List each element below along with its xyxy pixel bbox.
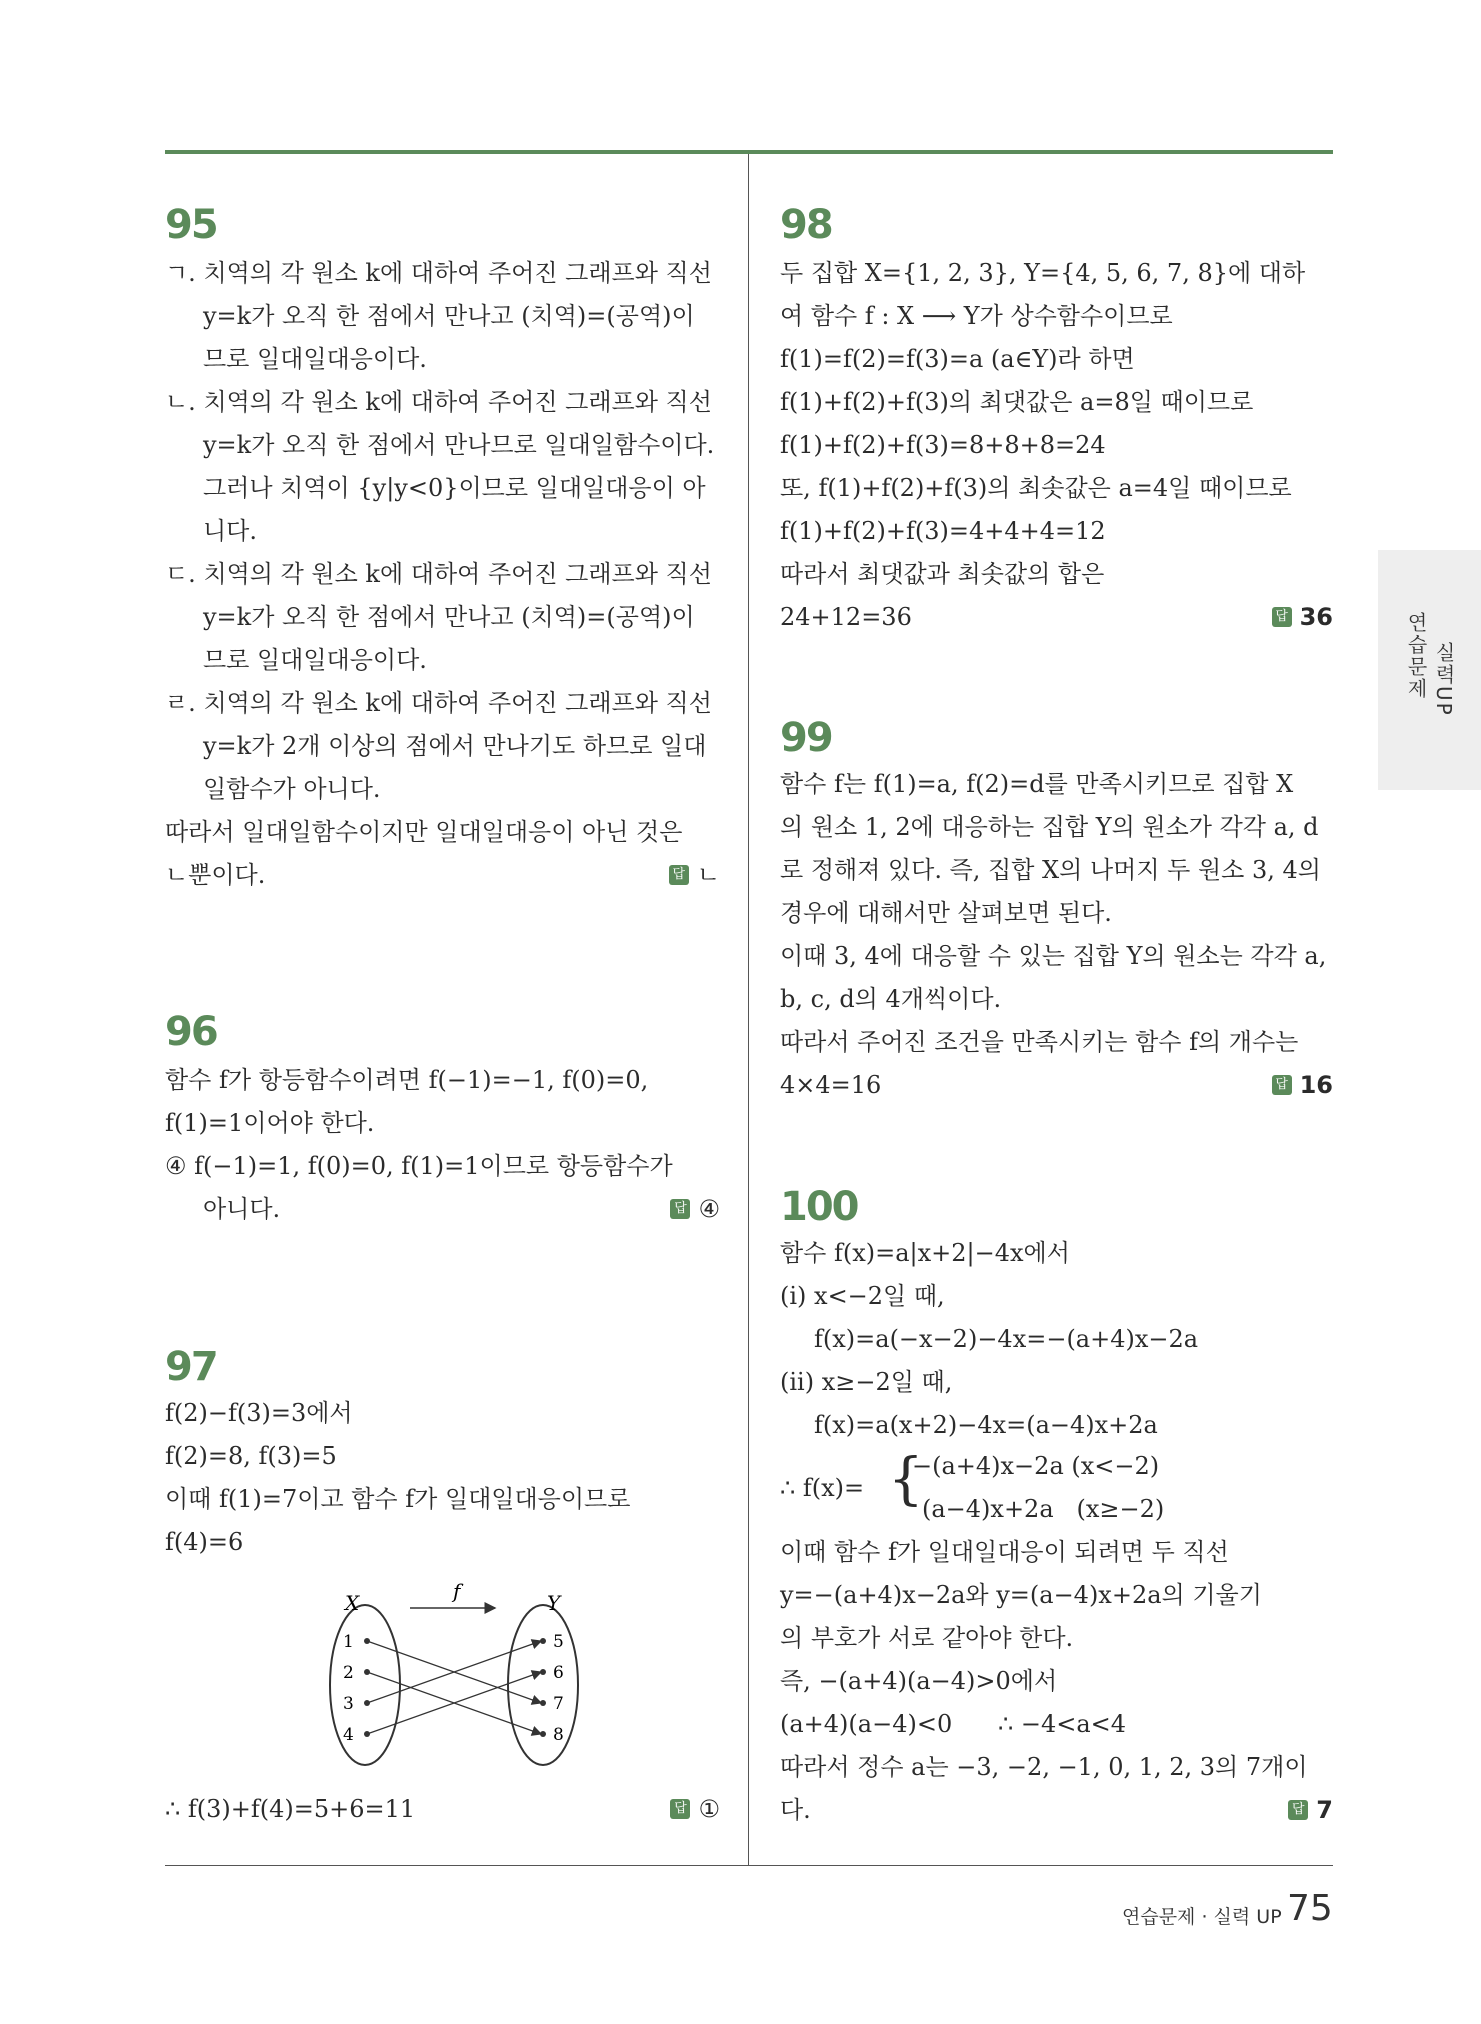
x-elem: 4 xyxy=(343,1725,354,1745)
set-x-ellipse xyxy=(330,1605,400,1765)
answer-mark-icon: 답 xyxy=(1272,1075,1292,1095)
piecewise-brace: { xyxy=(888,1447,924,1512)
p95-line: 니다. xyxy=(203,517,257,545)
p98-line: 24+12=36 xyxy=(780,603,912,631)
p98-line: 따라서 최댓값과 최솟값의 합은 xyxy=(780,560,1105,588)
x-elem: 3 xyxy=(343,1694,354,1714)
p98-line: f(1)=f(2)=f(3)=a (a∈Y)라 하면 xyxy=(780,345,1135,373)
footer-section-label: 연습문제 · 실력 UP xyxy=(1122,1906,1282,1928)
problem-97-number: 97 xyxy=(165,1344,217,1390)
problem-100-number: 100 xyxy=(780,1184,858,1230)
p95-line: y=k가 오직 한 점에서 만나므로 일대일함수이다. xyxy=(203,431,715,459)
p100-answer: 답 7 xyxy=(1288,1794,1333,1826)
p100-line: 함수 f(x)=a|x+2|−4x에서 xyxy=(780,1239,1070,1267)
p95-line: y=k가 오직 한 점에서 만나고 (치역)=(공역)이 xyxy=(203,302,695,330)
p100-line: (ii) x≥−2일 때, xyxy=(780,1368,953,1396)
p96-line: f(1)=1이어야 한다. xyxy=(165,1109,375,1137)
p98-line: f(1)+f(2)+f(3)의 최댓값은 a=8일 때이므로 xyxy=(780,388,1254,416)
answer-mark-icon: 답 xyxy=(1272,607,1292,627)
p100-line: 따라서 정수 a는 −3, −2, −1, 0, 1, 2, 3의 7개이 xyxy=(780,1753,1308,1781)
p98-line: 또, f(1)+f(2)+f(3)의 최솟값은 a=4일 때이므로 xyxy=(780,474,1292,502)
p95-line: 그러나 치역이 {y|y<0}이므로 일대일대응이 아 xyxy=(203,474,706,502)
p95-line: y=k가 오직 한 점에서 만나고 (치역)=(공역)이 xyxy=(203,603,695,631)
p96-line: 함수 f가 항등함수이려면 f(−1)=−1, f(0)=0, xyxy=(165,1066,649,1094)
p98-answer: 답 36 xyxy=(1272,601,1333,633)
p97-final: ∴ f(3)+f(4)=5+6=11 xyxy=(165,1795,416,1823)
p97-answer: 답 ① xyxy=(670,1793,720,1825)
p96-line: ④ f(−1)=1, f(0)=0, f(1)=1이므로 항등함수가 xyxy=(165,1152,673,1180)
set-x-label: X xyxy=(345,1591,360,1615)
p95-line: 므로 일대일대응이다. xyxy=(203,345,427,373)
side-tab-label-a: 실력UP xyxy=(1432,642,1456,717)
p96-answer: 답 ④ xyxy=(670,1193,720,1225)
p97-line: 이때 f(1)=7이고 함수 f가 일대일대응이므로 xyxy=(165,1485,631,1513)
answer-mark-icon: 답 xyxy=(670,1799,690,1819)
problem-99-number: 99 xyxy=(780,715,832,761)
p95-line: 따라서 일대일함수이지만 일대일대응이 아닌 것은 xyxy=(165,818,683,846)
p95-answer: 답 ㄴ xyxy=(669,859,720,891)
p99-line: 함수 f는 f(1)=a, f(2)=d를 만족시키므로 집합 X xyxy=(780,770,1294,798)
x-elem: 1 xyxy=(343,1632,354,1652)
y-elem: 6 xyxy=(553,1663,564,1683)
p95-line: ㄴ뿐이다. xyxy=(165,861,266,889)
p95-line: y=k가 2개 이상의 점에서 만나기도 하므로 일대 xyxy=(203,732,707,760)
side-tab-label-b: 연습문제 xyxy=(1404,612,1428,700)
p95-line: ㄱ. 치역의 각 원소 k에 대하여 주어진 그래프와 직선 xyxy=(165,259,712,287)
piecewise-case: (a−4)x+2a (x≥−2) xyxy=(922,1495,1165,1523)
p99-line: 로 정해져 있다. 즉, 집합 X의 나머지 두 원소 3, 4의 xyxy=(780,856,1321,884)
p98-line: f(1)+f(2)+f(3)=4+4+4=12 xyxy=(780,517,1106,545)
answer-mark-icon: 답 xyxy=(670,1199,690,1219)
p95-line: 일함수가 아니다. xyxy=(203,775,381,803)
piecewise-lhs: ∴ f(x)= xyxy=(780,1474,865,1502)
y-elem: 5 xyxy=(553,1632,564,1652)
p100-line: y=−(a+4)x−2a와 y=(a−4)x+2a의 기울기 xyxy=(780,1581,1262,1609)
p100-line: (i) x<−2일 때, xyxy=(780,1282,945,1310)
p99-line: 의 원소 1, 2에 대응하는 집합 Y의 원소가 각각 a, d xyxy=(780,813,1319,841)
section-side-tab xyxy=(1378,550,1481,790)
set-y-ellipse xyxy=(508,1605,578,1765)
answer-mark-icon: 답 xyxy=(1288,1800,1308,1820)
y-elem: 8 xyxy=(553,1725,564,1745)
bottom-rule xyxy=(165,1865,1333,1866)
p95-line: 므로 일대일대응이다. xyxy=(203,646,427,674)
p97-line: f(4)=6 xyxy=(165,1528,244,1556)
p99-line: 4×4=16 xyxy=(780,1071,882,1099)
p100-line: 이때 함수 f가 일대일대응이 되려면 두 직선 xyxy=(780,1538,1229,1566)
problem-95-number: 95 xyxy=(165,202,217,248)
p95-line: ㄹ. 치역의 각 원소 k에 대하여 주어진 그래프와 직선 xyxy=(165,689,712,717)
p99-line: b, c, d의 4개씩이다. xyxy=(780,985,1002,1013)
p96-line: 아니다. xyxy=(203,1195,281,1223)
p98-line: 두 집합 X={1, 2, 3}, Y={4, 5, 6, 7, 8}에 대하 xyxy=(780,259,1306,287)
p99-line: 경우에 대해서만 살펴보면 된다. xyxy=(780,899,1112,927)
p100-line: (a+4)(a−4)<0 ∴ −4<a<4 xyxy=(780,1710,1127,1738)
p99-answer: 답 16 xyxy=(1272,1069,1333,1101)
set-y-label: Y xyxy=(547,1591,561,1615)
column-divider xyxy=(748,154,749,1865)
y-elem: 7 xyxy=(553,1694,564,1714)
p97-line: f(2)−f(3)=3에서 xyxy=(165,1399,353,1427)
left-column xyxy=(165,0,720,1865)
p98-line: 여 함수 f : X ⟶ Y가 상수함수이므로 xyxy=(780,302,1173,330)
x-elem: 2 xyxy=(343,1663,354,1683)
page-number: 75 xyxy=(1287,1888,1333,1929)
answer-mark-icon: 답 xyxy=(669,865,689,885)
p99-line: 따라서 주어진 조건을 만족시키는 함수 f의 개수는 xyxy=(780,1028,1299,1056)
p100-line: 다. xyxy=(780,1796,811,1824)
p99-line: 이때 3, 4에 대응할 수 있는 집합 Y의 원소는 각각 a, xyxy=(780,942,1327,970)
p100-line: 의 부호가 서로 같아야 한다. xyxy=(780,1624,1074,1652)
piecewise-case: −(a+4)x−2a (x<−2) xyxy=(912,1452,1160,1480)
problem-96-number: 96 xyxy=(165,1009,217,1055)
right-column xyxy=(780,0,1333,1865)
p100-line: 즉, −(a+4)(a−4)>0에서 xyxy=(780,1667,1058,1695)
p97-line: f(2)=8, f(3)=5 xyxy=(165,1442,337,1470)
p98-line: f(1)+f(2)+f(3)=8+8+8=24 xyxy=(780,431,1106,459)
p95-line: ㄷ. 치역의 각 원소 k에 대하여 주어진 그래프와 직선 xyxy=(165,560,712,588)
function-label: f xyxy=(453,1580,461,1603)
p95-line: ㄴ. 치역의 각 원소 k에 대하여 주어진 그래프와 직선 xyxy=(165,388,712,416)
problem-98-number: 98 xyxy=(780,202,832,248)
function-mapping-diagram xyxy=(315,1580,595,1775)
p100-line: f(x)=a(−x−2)−4x=−(a+4)x−2a xyxy=(814,1325,1199,1353)
p100-line: f(x)=a(x+2)−4x=(a−4)x+2a xyxy=(814,1411,1158,1439)
